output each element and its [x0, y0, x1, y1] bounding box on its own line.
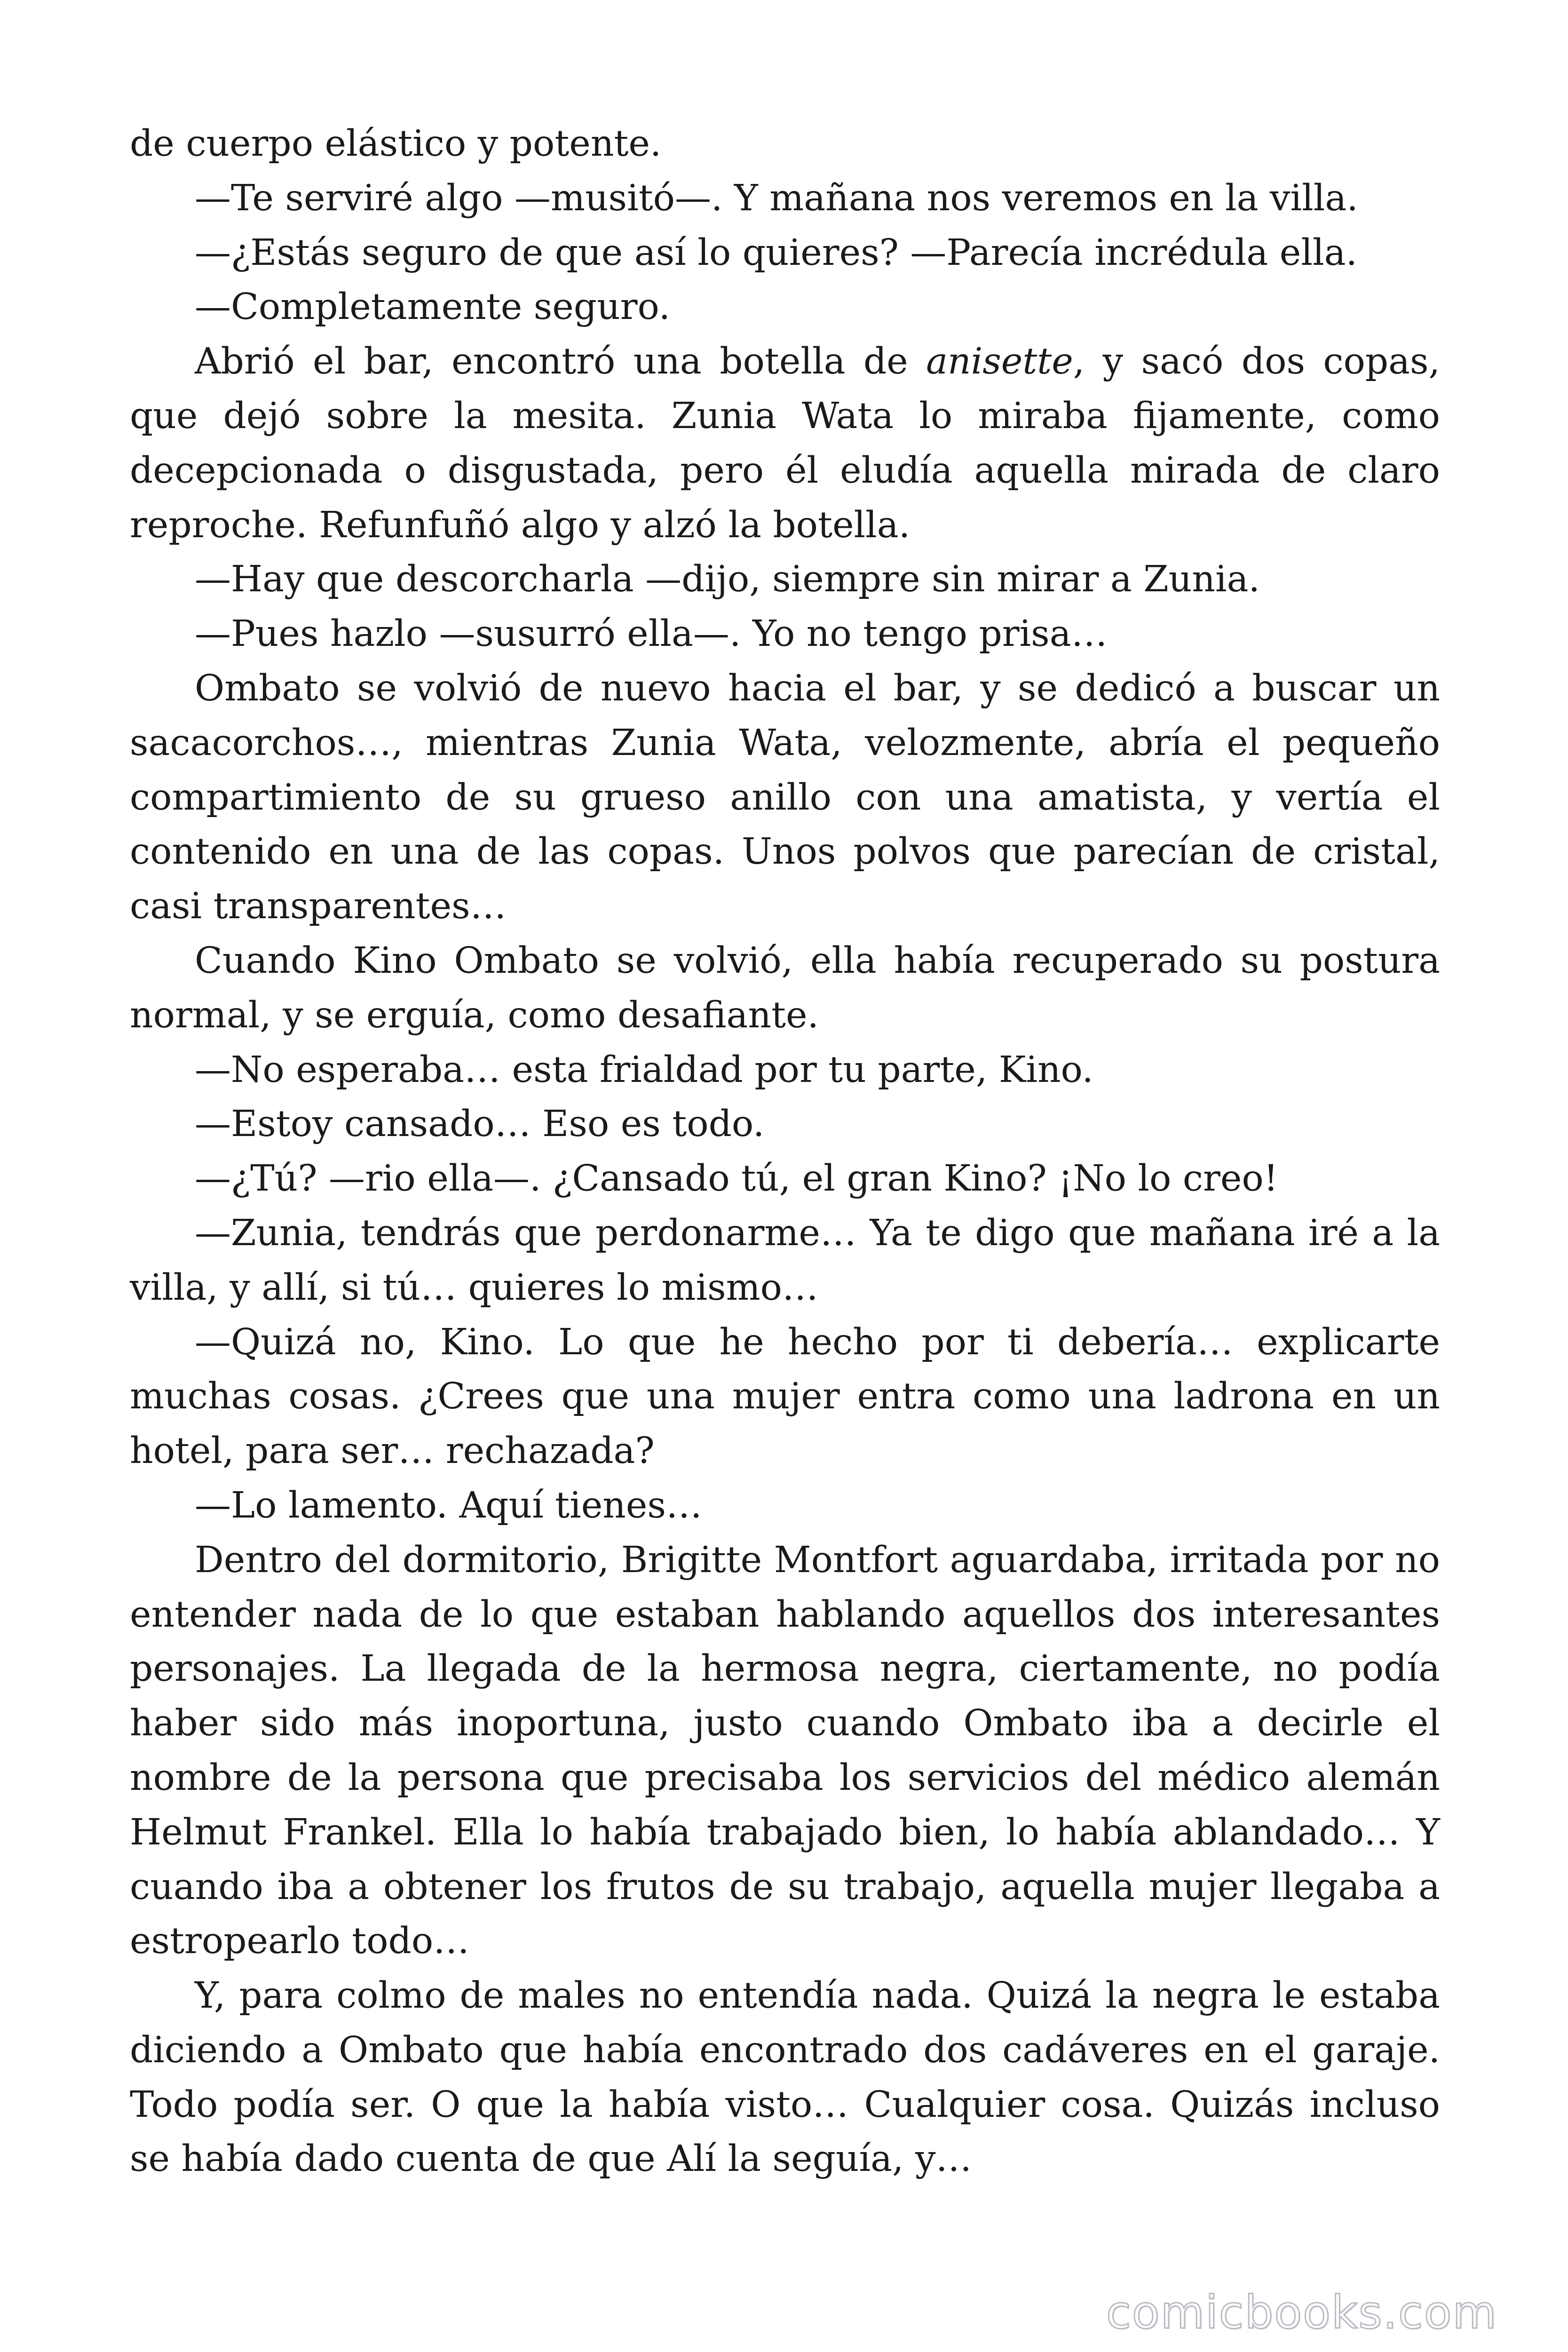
- paragraph-5-start: Abrió el bar, encontró una botella de: [195, 341, 927, 383]
- paragraph-2: —Te serviré algo —musitó—. Y mañana nos veremos en la villa.: [195, 177, 1358, 219]
- paragraph-12: —¿Tú? —rio ella—. ¿Cansado tú, el gran Kino? ¡No lo creo!: [195, 1158, 1278, 1200]
- paragraph-13: —Zunia, tendrás que perdonarme… Ya te digo que mañana iré a la villa, y allí, si tú… quieres lo mismo…: [130, 1212, 1440, 1309]
- paragraph-3: —¿Estás seguro de que así lo quieres? —Parecía incrédula ella.: [195, 231, 1358, 274]
- paragraph-16: Dentro del dormitorio, Brigitte Montfort aguardaba, irritada por no entender nada de lo que estaban hablando aquellos dos interesantes personajes. La llegada de la hermosa negra, ciertamente, no podía haber sido más inoportuna, justo cuando Ombato iba a decirle el nombre de la persona que precisaba los servicios del médico alemán Helmut Frankel. Ella lo había trabajado bien, lo había ablandado… Y cuando iba a obtener los frutos de su trabajo, aquella mujer llegaba a estropearlo todo…: [130, 1539, 1440, 1963]
- paragraph-11: —Estoy cansado… Eso es todo.: [195, 1103, 765, 1145]
- paragraph-4: —Completamente seguro.: [195, 286, 671, 328]
- paragraph-8: Ombato se volvió de nuevo hacia el bar, y se dedicó a buscar un sacacorchos…, mientras Zunia Wata, velozmente, abría el pequeño compartimiento de su grueso anillo con una amatista, y vertía el contenido en una de las copas. Unos polvos que parecían de cristal, casi transparentes…: [130, 667, 1440, 928]
- paragraph-6: —Hay que descorcharla —dijo, siempre sin mirar a Zunia.: [195, 558, 1260, 601]
- paragraph-1: de cuerpo elástico y potente.: [130, 123, 662, 165]
- paragraph-9: Cuando Kino Ombato se volvió, ella había recuperado su postura normal, y se erguía, como desafiante.: [130, 939, 1440, 1036]
- paragraph-10: —No esperaba… esta frialdad por tu parte, Kino.: [195, 1049, 1094, 1091]
- page-body: [130, 117, 1440, 2186]
- paragraph-5: [130, 334, 1440, 552]
- paragraph-14: —Quizá no, Kino. Lo que he hecho por ti debería… explicarte muchas cosas. ¿Crees que una mujer entra como una ladrona en un hotel, para ser… rechazada?: [130, 1321, 1440, 1472]
- watermark-logo: comicbooks.com: [1106, 2286, 1497, 2339]
- paragraph-15: —Lo lamento. Aquí tienes…: [195, 1484, 702, 1526]
- paragraph-17: Y, para colmo de males no entendía nada. Quizá la negra le estaba diciendo a Ombato que había encontrado dos cadáveres en el garaje. Todo podía ser. O que la había visto… Cualquier cosa. Quizás incluso se había dado cuenta de que Alí la seguía, y…: [130, 1975, 1440, 2180]
- paragraph-5-end: , y sacó dos copas, que dejó sobre la mesita. Zunia Wata lo miraba fijamente, como decepcionada o disgustada, pero él eludía aquella mirada de claro reproche. Refunfuñó algo y alzó la botella.: [130, 341, 1440, 546]
- italic-word: anisette: [926, 341, 1073, 383]
- paragraph-7: —Pues hazlo —susurró ella—. Yo no tengo prisa…: [195, 613, 1108, 655]
